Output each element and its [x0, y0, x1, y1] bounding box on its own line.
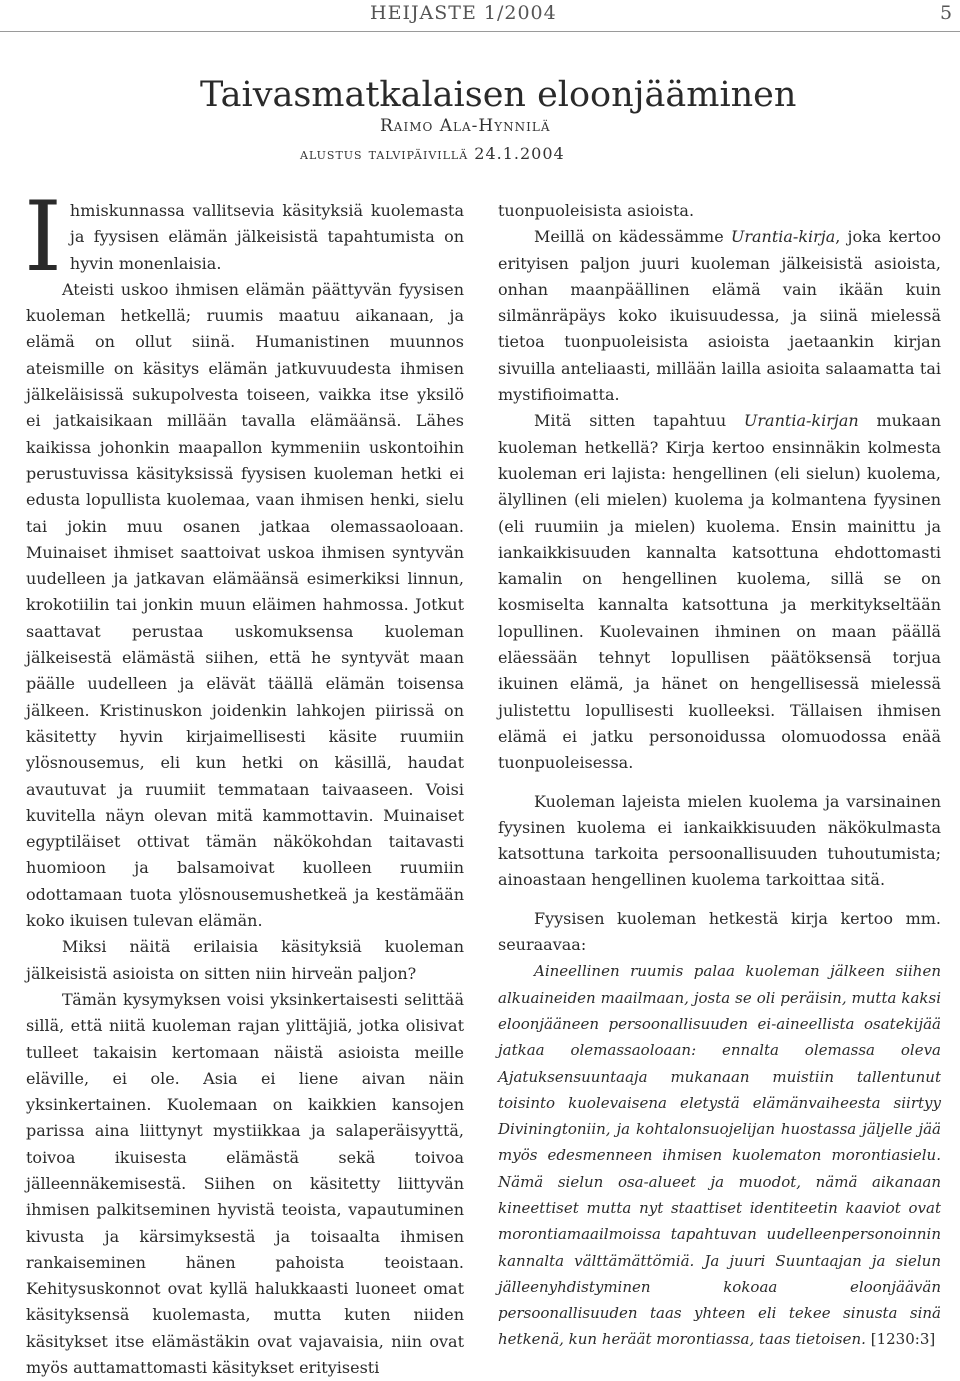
right-paragraph-0: tuonpuoleisista asioista.	[498, 201, 695, 220]
article-title: Taivasmatkalaisen eloonjääminen	[200, 75, 797, 116]
left-paragraph-1-text: hmiskunnassa vallitsevia käsityksiä kuolemasta ja fyysisen elämän jälkeisistä tapahtumista on hyvin monenlaisia.	[69, 201, 464, 273]
left-paragraph-4: Tämän kysymyksen voisi yksinkertaisesti selittää sillä, että niitä kuoleman rajan ylittäjiä, jotka olisivat tulleet takaisin kertomaan näistä asioista meille eläville, ei ole. Asia ei liene aivan näin yksinkertainen. Kuolemaan on kaikkien kansojen parissa aina liittynyt mystiikkaa ja salaperäisyyttä, toivoa ikuisesta elämästä sekä toivoa jälleennäkemisestä. Siihen on käsitetty liittyvän ihmisen palkitseminen hyvistä teoista, vapautuminen kivusta ja kärsimyksestä ja toisaalta ihmisen rankaiseminen hänen pahoista teoistaan. Kehitysuskonnot ovat kyllä halukkaasti luoneet omat käsityksensä kuolemasta, mutta kuten niiden käsitykset itse elämästäkin ovat vajavaisia, niin ovat myös auttamattomasti käsitykset erityisesti	[26, 989, 464, 1378]
right-paragraph-2-start: Mitä sitten tapahtuu	[534, 411, 744, 431]
right-paragraph-3: Kuoleman lajeista mielen kuolema ja varsinainen fyysinen kuolema ei iankaikkisuuden näkökulmasta katsottuna tarkoita persoonallisuuden tuhoutumista; ainoastaan hengellinen kuolema tarkoittaa sitä.	[498, 791, 941, 890]
book-quote	[498, 958, 941, 1352]
left-column	[24, 181, 464, 1381]
quote-reference: [1230:3]	[870, 1330, 936, 1349]
book-title: Urantia-kirja	[730, 227, 836, 247]
article-occasion: alustus talvipäivillä 24.1.2004	[300, 144, 565, 163]
left-paragraph-3: Miksi näitä erilaisia käsityksiä kuoleman jälkeisistä asioista on sitten niin hirveän paljon?	[26, 937, 464, 983]
right-paragraph-1	[498, 224, 941, 408]
right-paragraph-1-start: Meillä on kädessämme	[534, 227, 731, 247]
right-paragraph-2-end: mukaan kuoleman hetkellä? Kirja kertoo ensinnäkin kolmesta kuoleman eri lajista: hengellinen (eli sielun) kuolema, älyllinen (eli mielen) kuolema ja kolmantena fyysinen (eli ruumiin ja mielen) kuolema. Ensin mainittu ja iankaikkisuuden kannalta katsottuna ehdottomasti kamalin on hengellinen kuolema, sillä se on kosmiselta kannalta katsottuna ja merkitykseltään lopullinen. Kuolevainen ihminen on maan päällä eläessään tehnyt lopullisen päätöksensä torjua ikuinen elämä, ja hänet on hengellisessä mielessä julistettu lopullisesti kuolleeksi. Tällaisen ihmisen elämä ei jatku personoidussa olomuodossa enää tuonpuoleisessa.	[498, 411, 942, 773]
right-paragraph-1-end: , joka kertoo erityisen paljon juuri kuoleman jälkeisistä asioista, onhan maanpäällinen elämä vain ikään kuin silmänräpäys koko ikuisuudessa, ja siinä mielessä tietoa tuonpuoleisista asioista jaetaankin kirjan sivuilla anteliaasti, millään lailla asioita salaamatta tai mystifioimatta.	[498, 227, 941, 405]
drop-cap: I	[24, 181, 62, 293]
right-paragraph-4: Fyysisen kuoleman hetkestä kirja kertoo mm. seuraavaa:	[498, 908, 941, 955]
header-rule	[0, 31, 960, 32]
article-author: Raimo Ala-Hynnilä	[380, 116, 551, 136]
page-number: 5	[940, 2, 953, 24]
book-quote-text: Aineellinen ruumis palaa kuoleman jälkeen siihen alkuaineiden maailmaan, josta se oli peräisin, mutta kaksi eloonjääneen persoonallisuuden ei-aineellista osatekijää jatkaa olemassaoloaan: ennalta olemassa oleva Ajatuksensuuntaaja mukanaan muistiin tallentunut toisinto kuolevaisena eletystä elämänvaiheesta siirtyy Diviningtoniin, ja kohtalonsuojelijan huostassa jäljelle jää myös edesmenneen ihmisen kuolematon morontiasielu. Nämä sielun osa-alueet ja muodot, nämä aikanaan kineettiset mutta nyt staattiset identiteetin kaaviot ovat morontiamaailmoissa tapahtuvan uudelleenpersonoinnin kannalta välttämättömiä. Ja juuri Suuntaajan ja sielun jälleenyhdistyminen kokoaa eloonjäävän persoonallisuuden taas yhteen eli tekee sinusta sinä hetkenä, kun heräät morontiassa, taas tietoisen.	[498, 962, 941, 1349]
journal-issue: HEIJASTE 1/2004	[370, 2, 557, 24]
right-column	[498, 198, 941, 1353]
book-title: Urantia-kirjan	[743, 411, 859, 431]
left-paragraph-1	[24, 181, 464, 293]
right-paragraph-2	[498, 408, 941, 776]
page-header	[0, 0, 960, 32]
left-paragraph-2: Ateisti uskoo ihmisen elämän päättyvän fyysisen kuoleman hetkellä; ruumis maatuu aikanaan, ja elämä on ollut siinä. Humanistinen muunnos ateismille on käsitys elämän jatkuvuudesta ihmisen jälkeläisissä sukupolvesta toiseen, vaikka itse yksilö ei jatkaisikaan millään tavalla elämäänsä. Lähes kaikissa johonkin maapallon kymmeniin uskontoihin perustuvissa käsityksissä fyysisen kuoleman hetki ei edusta lopullista kuolemaa, vaan ihmisen henki, sielu tai jokin muu osanen jatkaa olemassaoloaan. Muinaiset ihmiset saattoivat uskoa ihmisen syntyvän uudelleen ja jatkavan elämäänsä esimerkiksi linnun, krokotiilin tai jonkin muun eläimen hahmossa. Jotkut saattavat perustaa uskomuksensa kuoleman jälkeisestä elämästä siihen, että he syntyvät maan päälle uudelleen ja elävät täällä elämän toisensa jälkeen. Kristinuskon joidenkin lahkojen piirissä on käsitetty hyvin kirjaimellisesti käsite ruumiin ylösnousemus, eli kun hetki on käsillä, haudat avautuvat ja ruumiit temmataan taivaaseen. Voisi kuvitella näyn olevan mitä kammottavin. Muinaiset egyptiläiset ottivat tämän näkökohdan taitavasti huomioon ja balsamoivat kuolleen ruumiin odottamaan tuota ylösnousemushetkeä ja kestämään koko ikuisen tulevan elämän.	[26, 279, 464, 931]
